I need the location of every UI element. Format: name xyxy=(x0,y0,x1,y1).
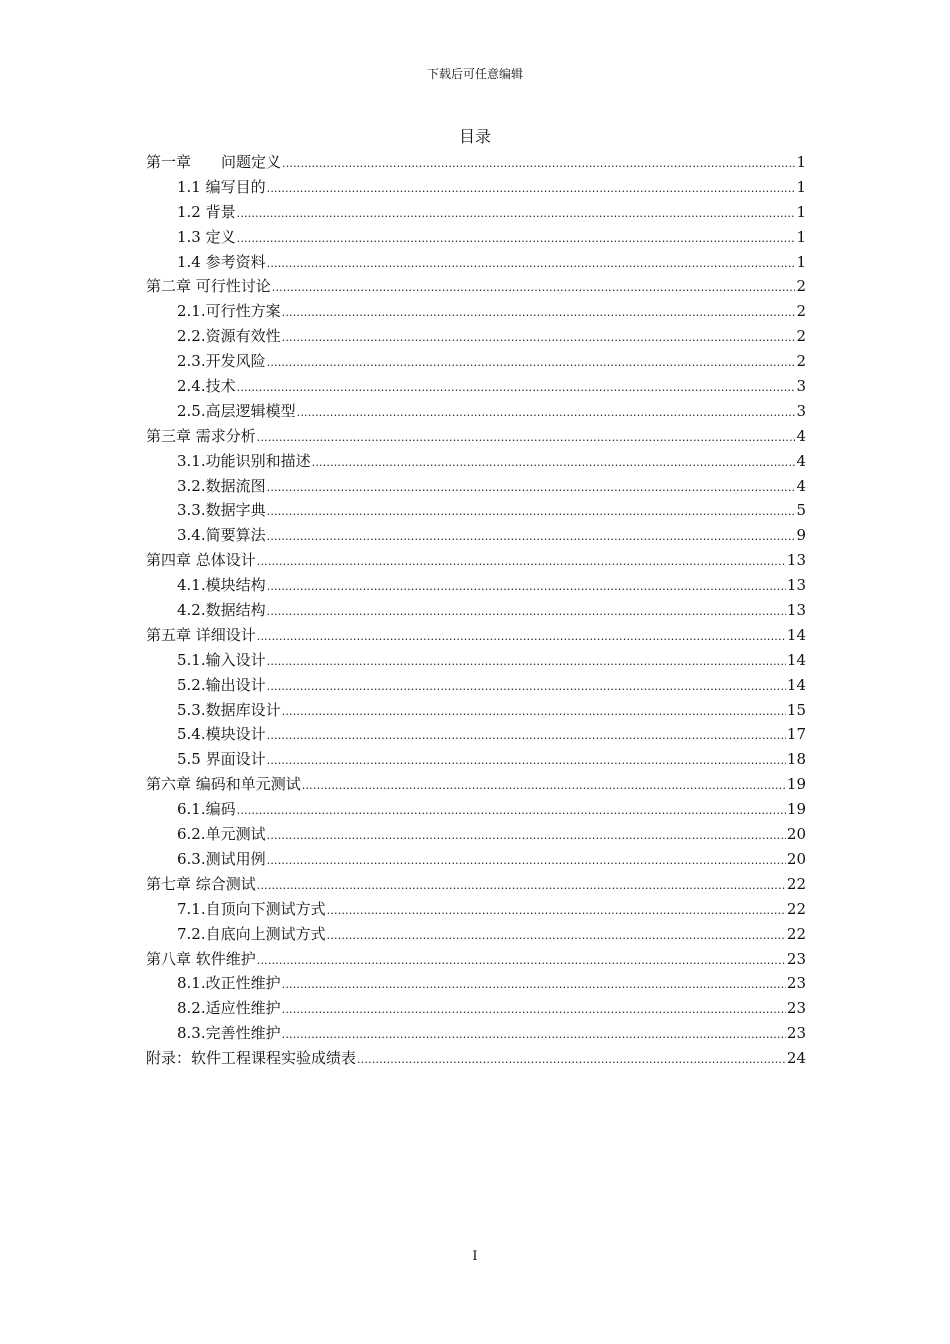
toc-dot-leader xyxy=(257,949,786,974)
toc-entry-page-number: 1 xyxy=(796,227,806,246)
toc-entry-page-number: 3 xyxy=(796,377,806,396)
toc-entry-label: 7.1.自顶向下测试方式 xyxy=(177,899,326,918)
toc-entry-page-number: 23 xyxy=(786,1024,806,1043)
toc-entry-page-number: 22 xyxy=(786,874,806,893)
toc-dot-leader xyxy=(327,924,786,949)
toc-section-entry[interactable] xyxy=(146,523,806,548)
toc-dot-leader xyxy=(237,227,796,252)
toc-section-entry[interactable] xyxy=(146,722,806,747)
toc-entry-page-number: 23 xyxy=(786,949,806,968)
toc-section-entry[interactable] xyxy=(146,175,806,200)
toc-entry-page-number: 3 xyxy=(796,401,806,420)
toc-dot-leader xyxy=(312,451,796,476)
toc-section-entry[interactable] xyxy=(146,996,806,1021)
toc-dot-leader xyxy=(282,152,795,177)
toc-entry-label: 5.1.输入设计 xyxy=(177,650,266,669)
toc-dot-leader xyxy=(267,177,796,202)
toc-dot-leader xyxy=(257,426,796,451)
toc-entry-page-number: 24 xyxy=(786,1049,806,1068)
page-header-note: 下载后可任意编辑 xyxy=(426,67,523,81)
toc-dot-leader xyxy=(267,525,796,550)
toc-entry-page-number: 17 xyxy=(786,725,806,744)
toc-entry-label: 第八章 软件维护 xyxy=(146,949,256,968)
toc-entry-label: 第五章 详细设计 xyxy=(146,625,256,644)
toc-entry-page-number: 15 xyxy=(786,700,806,719)
toc-dot-leader xyxy=(302,774,786,799)
toc-dot-leader xyxy=(267,749,786,774)
toc-entry-page-number: 1 xyxy=(796,252,806,271)
toc-chapter-entry[interactable] xyxy=(146,548,806,573)
toc-entry-page-number: 4 xyxy=(796,476,806,495)
toc-entry-label: 6.1.编码 xyxy=(177,800,236,819)
toc-section-entry[interactable] xyxy=(146,747,806,772)
toc-dot-leader xyxy=(267,500,796,525)
toc-entry-page-number: 5 xyxy=(796,501,806,520)
toc-dot-leader xyxy=(267,675,786,700)
toc-entry-label: 1.3 定义 xyxy=(177,227,236,246)
toc-entry-label: 1.2 背景 xyxy=(177,202,236,221)
toc-entry-page-number: 2 xyxy=(796,302,806,321)
toc-dot-leader xyxy=(257,625,786,650)
toc-chapter-entry[interactable] xyxy=(146,1046,806,1071)
toc-section-entry[interactable] xyxy=(146,1021,806,1046)
toc-dot-leader xyxy=(257,874,786,899)
toc-dot-leader xyxy=(237,799,786,824)
toc-chapter-entry[interactable] xyxy=(146,872,806,897)
page-number: I xyxy=(472,1249,478,1264)
toc-section-entry[interactable] xyxy=(146,399,806,424)
toc-entry-page-number: 13 xyxy=(786,576,806,595)
toc-entry-page-number: 20 xyxy=(786,849,806,868)
toc-dot-leader xyxy=(267,724,786,749)
toc-section-entry[interactable] xyxy=(146,573,806,598)
toc-entry-page-number: 13 xyxy=(786,601,806,620)
toc-entry-label: 2.3.开发风险 xyxy=(177,352,266,371)
toc-dot-leader xyxy=(267,824,786,849)
toc-dot-leader xyxy=(357,1048,786,1073)
toc-entry-label: 3.1.功能识别和描述 xyxy=(177,451,311,470)
toc-entry-page-number: 2 xyxy=(796,277,806,296)
toc-entry-label: 4.2.数据结构 xyxy=(177,601,266,620)
toc-section-entry[interactable] xyxy=(146,648,806,673)
toc-chapter-entry[interactable] xyxy=(146,424,806,449)
toc-entry-label: 7.2.自底向上测试方式 xyxy=(177,924,326,943)
toc-section-entry[interactable] xyxy=(146,200,806,225)
toc-entry-page-number: 22 xyxy=(786,924,806,943)
toc-entry-label: 1.1 编写目的 xyxy=(177,177,266,196)
toc-section-entry[interactable] xyxy=(146,299,806,324)
toc-entry-label: 2.4.技术 xyxy=(177,377,236,396)
toc-entry-page-number: 14 xyxy=(786,675,806,694)
toc-entry-label: 5.2.输出设计 xyxy=(177,675,266,694)
toc-dot-leader xyxy=(282,301,796,326)
toc-entry-label: 8.1.改正性维护 xyxy=(177,974,281,993)
toc-dot-leader xyxy=(282,326,796,351)
toc-dot-leader xyxy=(267,476,796,501)
toc-entry-page-number: 18 xyxy=(786,750,806,769)
toc-entry-label: 3.3.数据字典 xyxy=(177,501,266,520)
toc-entry-label: 第一章 问题定义 xyxy=(146,153,282,171)
toc-entry-page-number: 22 xyxy=(786,899,806,918)
toc-entry-label: 5.4.模块设计 xyxy=(177,725,266,744)
toc-section-entry[interactable] xyxy=(146,698,806,723)
toc-section-entry[interactable] xyxy=(146,897,806,922)
toc-section-entry[interactable] xyxy=(146,598,806,623)
toc-section-entry[interactable] xyxy=(146,225,806,250)
toc-entry-label: 第六章 编码和单元测试 xyxy=(146,775,301,794)
toc-section-entry[interactable] xyxy=(146,797,806,822)
toc-entry-page-number: 19 xyxy=(786,800,806,819)
toc-section-entry[interactable] xyxy=(146,449,806,474)
toc-entry-label: 5.5 界面设计 xyxy=(177,750,266,769)
toc-entry-page-number: 1 xyxy=(796,177,806,196)
toc-entry-label: 第三章 需求分析 xyxy=(146,426,256,445)
toc-title: 目录 xyxy=(458,127,491,146)
toc-entry-label: 8.2.适应性维护 xyxy=(177,999,281,1018)
toc-chapter-entry[interactable] xyxy=(146,623,806,648)
toc-section-entry[interactable] xyxy=(146,374,806,399)
toc-chapter-entry[interactable] xyxy=(146,772,806,797)
toc-entry-page-number: 4 xyxy=(796,451,806,470)
toc-entry-page-number: 4 xyxy=(796,426,806,445)
toc-dot-leader xyxy=(282,700,786,725)
toc-dot-leader xyxy=(297,401,796,426)
toc-entry-label: 3.2.数据流图 xyxy=(177,476,266,495)
toc-entry-label: 1.4 参考资料 xyxy=(177,252,266,271)
toc-entry-page-number: 9 xyxy=(796,526,806,545)
toc-dot-leader xyxy=(267,575,786,600)
toc-entry-page-number: 23 xyxy=(786,999,806,1018)
toc-dot-leader xyxy=(282,973,786,998)
toc-chapter-entry[interactable] xyxy=(146,947,806,972)
toc-dot-leader xyxy=(327,899,786,924)
toc-entry-label: 8.3.完善性维护 xyxy=(177,1024,281,1043)
toc-section-entry[interactable] xyxy=(146,498,806,523)
toc-dot-leader xyxy=(267,252,796,277)
toc-dot-leader xyxy=(282,998,786,1023)
toc-dot-leader xyxy=(267,849,786,874)
toc-entry-page-number: 2 xyxy=(796,327,806,346)
table-of-contents xyxy=(146,150,806,1071)
toc-dot-leader xyxy=(257,550,786,575)
toc-section-entry[interactable] xyxy=(146,349,806,374)
toc-dot-leader xyxy=(237,376,796,401)
toc-entry-label: 第七章 综合测试 xyxy=(146,874,256,893)
toc-dot-leader xyxy=(267,600,786,625)
toc-section-entry[interactable] xyxy=(146,822,806,847)
toc-entry-page-number: 2 xyxy=(796,352,806,371)
toc-entry-label: 附录：软件工程课程实验成绩表 xyxy=(146,1049,357,1068)
toc-entry-label: 6.3.测试用例 xyxy=(177,849,266,868)
toc-entry-label: 第四章 总体设计 xyxy=(146,551,256,570)
toc-section-entry[interactable] xyxy=(146,847,806,872)
toc-entry-label: 第二章 可行性讨论 xyxy=(146,277,271,296)
toc-entry-page-number: 14 xyxy=(786,650,806,669)
toc-chapter-entry[interactable] xyxy=(146,150,806,175)
toc-entry-label: 2.5.高层逻辑模型 xyxy=(177,401,296,420)
toc-dot-leader xyxy=(267,650,786,675)
toc-entry-page-number: 1 xyxy=(796,153,806,171)
toc-dot-leader xyxy=(267,351,796,376)
toc-dot-leader xyxy=(272,276,796,301)
toc-entry-label: 4.1.模块结构 xyxy=(177,576,266,595)
toc-section-entry[interactable] xyxy=(146,474,806,499)
toc-section-entry[interactable] xyxy=(146,971,806,996)
toc-chapter-entry[interactable] xyxy=(146,274,806,299)
toc-entry-label: 2.1.可行性方案 xyxy=(177,302,281,321)
toc-entry-page-number: 13 xyxy=(786,551,806,570)
toc-dot-leader xyxy=(282,1023,786,1048)
toc-entry-page-number: 1 xyxy=(796,202,806,221)
toc-section-entry[interactable] xyxy=(146,922,806,947)
toc-entry-label: 3.4.简要算法 xyxy=(177,526,266,545)
toc-entry-page-number: 14 xyxy=(786,625,806,644)
toc-entry-label: 2.2.资源有效性 xyxy=(177,327,281,346)
toc-entry-page-number: 23 xyxy=(786,974,806,993)
toc-entry-label: 6.2.单元测试 xyxy=(177,825,266,844)
toc-section-entry[interactable] xyxy=(146,673,806,698)
toc-entry-label: 5.3.数据库设计 xyxy=(177,700,281,719)
toc-section-entry[interactable] xyxy=(146,250,806,275)
toc-dot-leader xyxy=(237,202,796,227)
toc-entry-page-number: 20 xyxy=(786,825,806,844)
toc-section-entry[interactable] xyxy=(146,324,806,349)
toc-entry-page-number: 19 xyxy=(786,775,806,794)
